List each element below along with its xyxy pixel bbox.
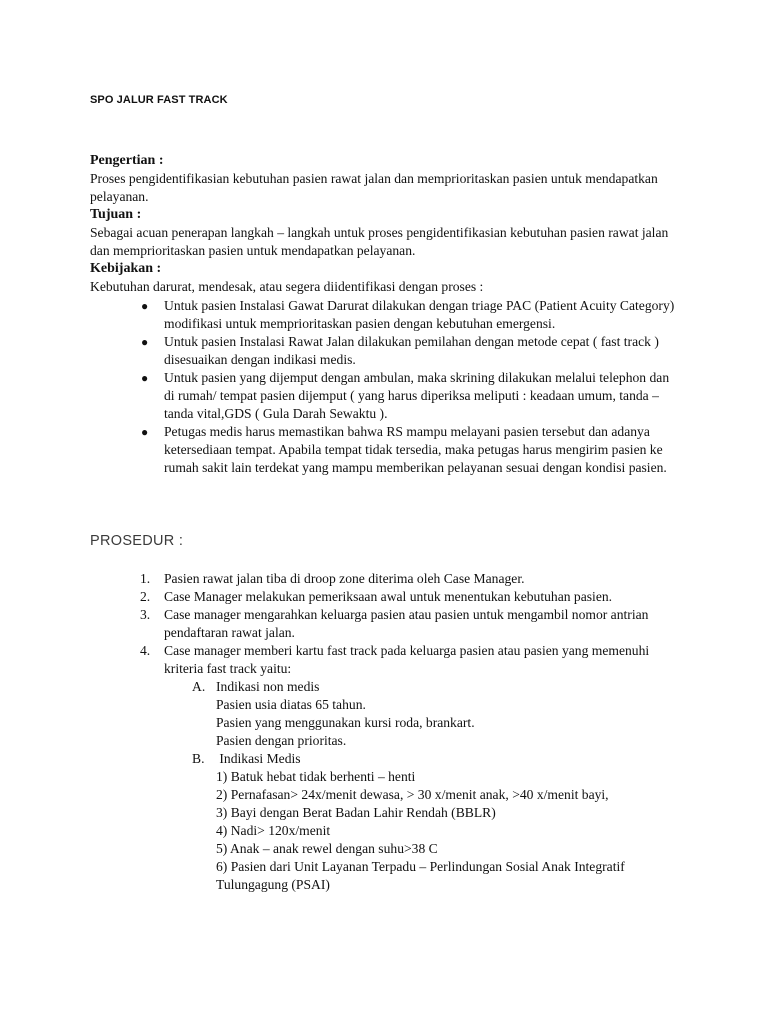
sub-title: Indikasi non medis [216,679,320,694]
list-item [140,606,690,642]
document-title: SPO JALUR FAST TRACK [90,94,228,106]
list-item: 5) Anak – anak rewel dengan suhu>38 C [216,841,438,856]
kebijakan-list [90,297,690,477]
list-item: 3) Bayi dengan Berat Badan Lahir Rendah (BBLR) [216,805,496,820]
list-item [140,570,690,588]
bullet-icon: ● [141,299,149,313]
kebijakan-intro: Kebutuhan darurat, mendesak, atau segera diidentifikasi dengan proses : [90,279,484,294]
list-item [140,642,690,894]
sub-heading [192,678,690,696]
list-item-text: Petugas medis harus memastikan bahwa RS mampu melayani pasien tersebut dan adanya ketersediaan tempat. Apabila tempat tidak tersedia, maka petugas harus mengirim pasien ke rumah sakit lain terdekat yang mampu memberikan pelayanan sesuai dengan kondisi pasien. [164,424,667,475]
prosedur-steps [90,570,690,894]
list-item [141,297,690,333]
list-item: 2) Pernafasan> 24x/menit dewasa, > 30 x/menit anak, >40 x/menit bayi, [216,787,609,802]
list-item: 4) Nadi> 120x/menit [216,823,331,838]
step-number: 4. [140,643,151,658]
step-number: 1. [140,571,151,586]
pengertian-text: Proses pengidentifikasian kebutuhan pasien rawat jalan dan memprioritaskan pasien untuk mendapatkan pelayanan. [90,171,658,204]
list-item [141,423,690,477]
step-text: Pasien rawat jalan tiba di droop zone diterima oleh Case Manager. [164,571,525,586]
list-item: Pasien dengan prioritas. [216,733,347,748]
sub-letter: A. [192,679,206,694]
list-item-text: Untuk pasien Instalasi Gawat Darurat dilakukan dengan triage PAC (Patient Acuity Category) modifikasi untuk memprioritaskan pasien dengan kebutuhan emergensi. [164,298,675,331]
document-body [90,152,690,477]
bullet-icon: ● [141,335,149,349]
prosedur-heading: PROSEDUR : [90,533,184,549]
kebijakan-heading: Kebijakan : [90,261,162,276]
medis-items [216,768,690,894]
indikasi-medis [192,750,690,894]
step-text: Case manager mengarahkan keluarga pasien atau pasien untuk mengambil nomor antrian pendaftaran rawat jalan. [164,607,649,640]
sub-title: Indikasi Medis [216,751,301,766]
tujuan-text: Sebagai acuan penerapan langkah – langkah untuk proses pengidentifikasian kebutuhan pasien rawat jalan dan memprioritaskan pasien untuk mendapatkan pelayanan. [90,225,669,258]
bullet-icon: ● [141,425,149,439]
list-item [141,333,690,369]
sub-heading [192,750,690,768]
list-item: 1) Batuk hebat tidak berhenti – henti [216,769,416,784]
bullet-icon: ● [141,371,149,385]
non-medis-items [216,696,690,750]
sub-letter: B. [192,751,205,766]
step-number: 2. [140,589,151,604]
list-item: 6) Pasien dari Unit Layanan Terpadu – Perlindungan Sosial Anak Integratif Tulungagung (PSAI) [216,859,625,892]
list-item: Pasien usia diatas 65 tahun. [216,697,366,712]
step-text: Case Manager melakukan pemeriksaan awal untuk menentukan kebutuhan pasien. [164,589,613,604]
list-item [140,588,690,606]
pengertian-heading: Pengertian : [90,153,164,168]
prosedur-body [90,570,690,894]
tujuan-heading: Tujuan : [90,207,142,222]
list-item [141,369,690,423]
list-item-text: Untuk pasien Instalasi Rawat Jalan dilakukan pemilahan dengan metode cepat ( fast track ) disesuaikan dengan indikasi medis. [164,334,659,367]
indikasi-non-medis [192,678,690,750]
list-item: Pasien yang menggunakan kursi roda, brankart. [216,715,475,730]
list-item-text: Untuk pasien yang dijemput dengan ambulan, maka skrining dilakukan melalui telephon dan di rumah/ tempat pasien dijemput ( yang harus diperiksa meliputi : keadaan umum, tanda – tanda vital,GDS ( Gula Darah Sewaktu ). [164,370,670,421]
step-text: Case manager memberi kartu fast track pada keluarga pasien atau pasien yang memenuhi kriteria fast track yaitu: [164,643,650,676]
step-number: 3. [140,607,151,622]
